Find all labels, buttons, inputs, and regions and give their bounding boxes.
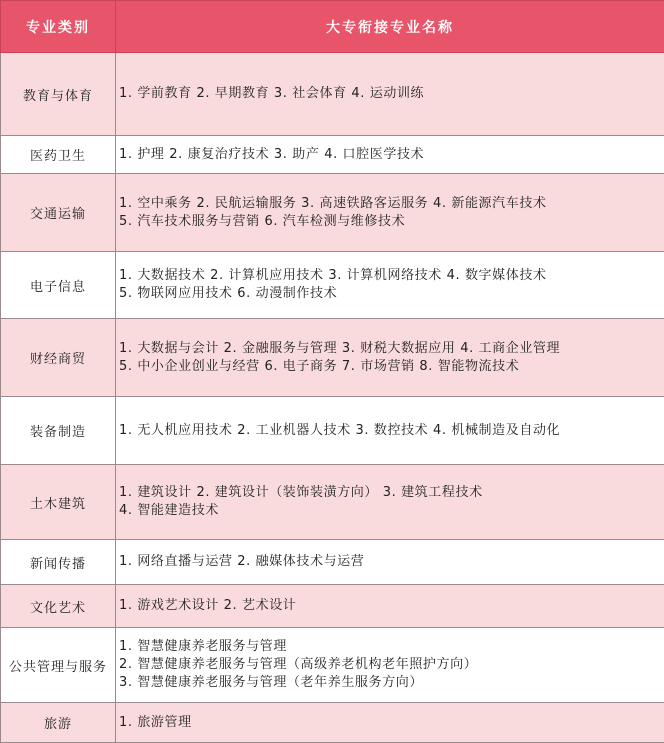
majors-cell [116, 53, 664, 136]
table-row [1, 540, 664, 585]
table-row [1, 465, 664, 540]
majors-cell [116, 465, 664, 540]
table-row [1, 136, 664, 174]
majors-cell [116, 319, 664, 397]
major-line: 4. 智能建造技术 [119, 502, 664, 520]
category-cell: 新闻传播 [1, 540, 116, 585]
category-cell: 土木建筑 [1, 465, 116, 540]
major-line: 1. 学前教育 2. 早期教育 3. 社会体育 4. 运动训练 [119, 85, 664, 103]
majors-cell [116, 136, 664, 174]
category-cell: 电子信息 [1, 252, 116, 319]
major-line: 1. 大数据与会计 2. 金融服务与管理 3. 财税大数据应用 4. 工商企业管理 [119, 340, 664, 358]
major-line: 3. 智慧健康养老服务与管理（老年养生服务方向） [119, 674, 664, 692]
majors-cell [116, 628, 664, 703]
header-majors: 大专衔接专业名称 [116, 1, 664, 53]
majors-cell [116, 397, 664, 465]
category-cell: 文化艺术 [1, 585, 116, 628]
majors-cell [116, 585, 664, 628]
category-cell: 旅游 [1, 703, 116, 743]
category-cell: 交通运输 [1, 174, 116, 252]
table-row [1, 319, 664, 397]
major-line: 5. 中小企业创业与经营 6. 电子商务 7. 市场营销 8. 智能物流技术 [119, 358, 664, 376]
major-line: 5. 物联网应用技术 6. 动漫制作技术 [119, 285, 664, 303]
table-row [1, 174, 664, 252]
category-cell: 财经商贸 [1, 319, 116, 397]
major-line: 1. 空中乘务 2. 民航运输服务 3. 高速铁路客运服务 4. 新能源汽车技术 [119, 195, 664, 213]
majors-cell [116, 540, 664, 585]
major-line: 1. 游戏艺术设计 2. 艺术设计 [119, 597, 664, 615]
table-row [1, 703, 664, 743]
category-cell: 医药卫生 [1, 136, 116, 174]
major-line: 1. 智慧健康养老服务与管理 [119, 638, 664, 656]
table-row [1, 252, 664, 319]
major-line: 1. 护理 2. 康复治疗技术 3. 助产 4. 口腔医学技术 [119, 146, 664, 164]
table-row [1, 53, 664, 136]
major-line: 5. 汽车技术服务与营销 6. 汽车检测与维修技术 [119, 213, 664, 231]
category-cell: 公共管理与服务 [1, 628, 116, 703]
major-line: 1. 无人机应用技术 2. 工业机器人技术 3. 数控技术 4. 机械制造及自动化 [119, 422, 664, 440]
major-line: 1. 建筑设计 2. 建筑设计（装饰装潢方向） 3. 建筑工程技术 [119, 484, 664, 502]
majors-cell [116, 703, 664, 743]
major-line: 1. 大数据技术 2. 计算机应用技术 3. 计算机网络技术 4. 数字媒体技术 [119, 267, 664, 285]
header-category: 专业类别 [1, 1, 116, 53]
table-row [1, 585, 664, 628]
major-line: 1. 网络直播与运营 2. 融媒体技术与运营 [119, 553, 664, 571]
table-row [1, 397, 664, 465]
category-cell: 教育与体育 [1, 53, 116, 136]
major-line: 2. 智慧健康养老服务与管理（高级养老机构老年照护方向） [119, 656, 664, 674]
category-cell: 装备制造 [1, 397, 116, 465]
table-row [1, 628, 664, 703]
majors-cell [116, 174, 664, 252]
major-line: 1. 旅游管理 [119, 714, 664, 732]
table-header-row [1, 1, 664, 53]
majors-cell [116, 252, 664, 319]
